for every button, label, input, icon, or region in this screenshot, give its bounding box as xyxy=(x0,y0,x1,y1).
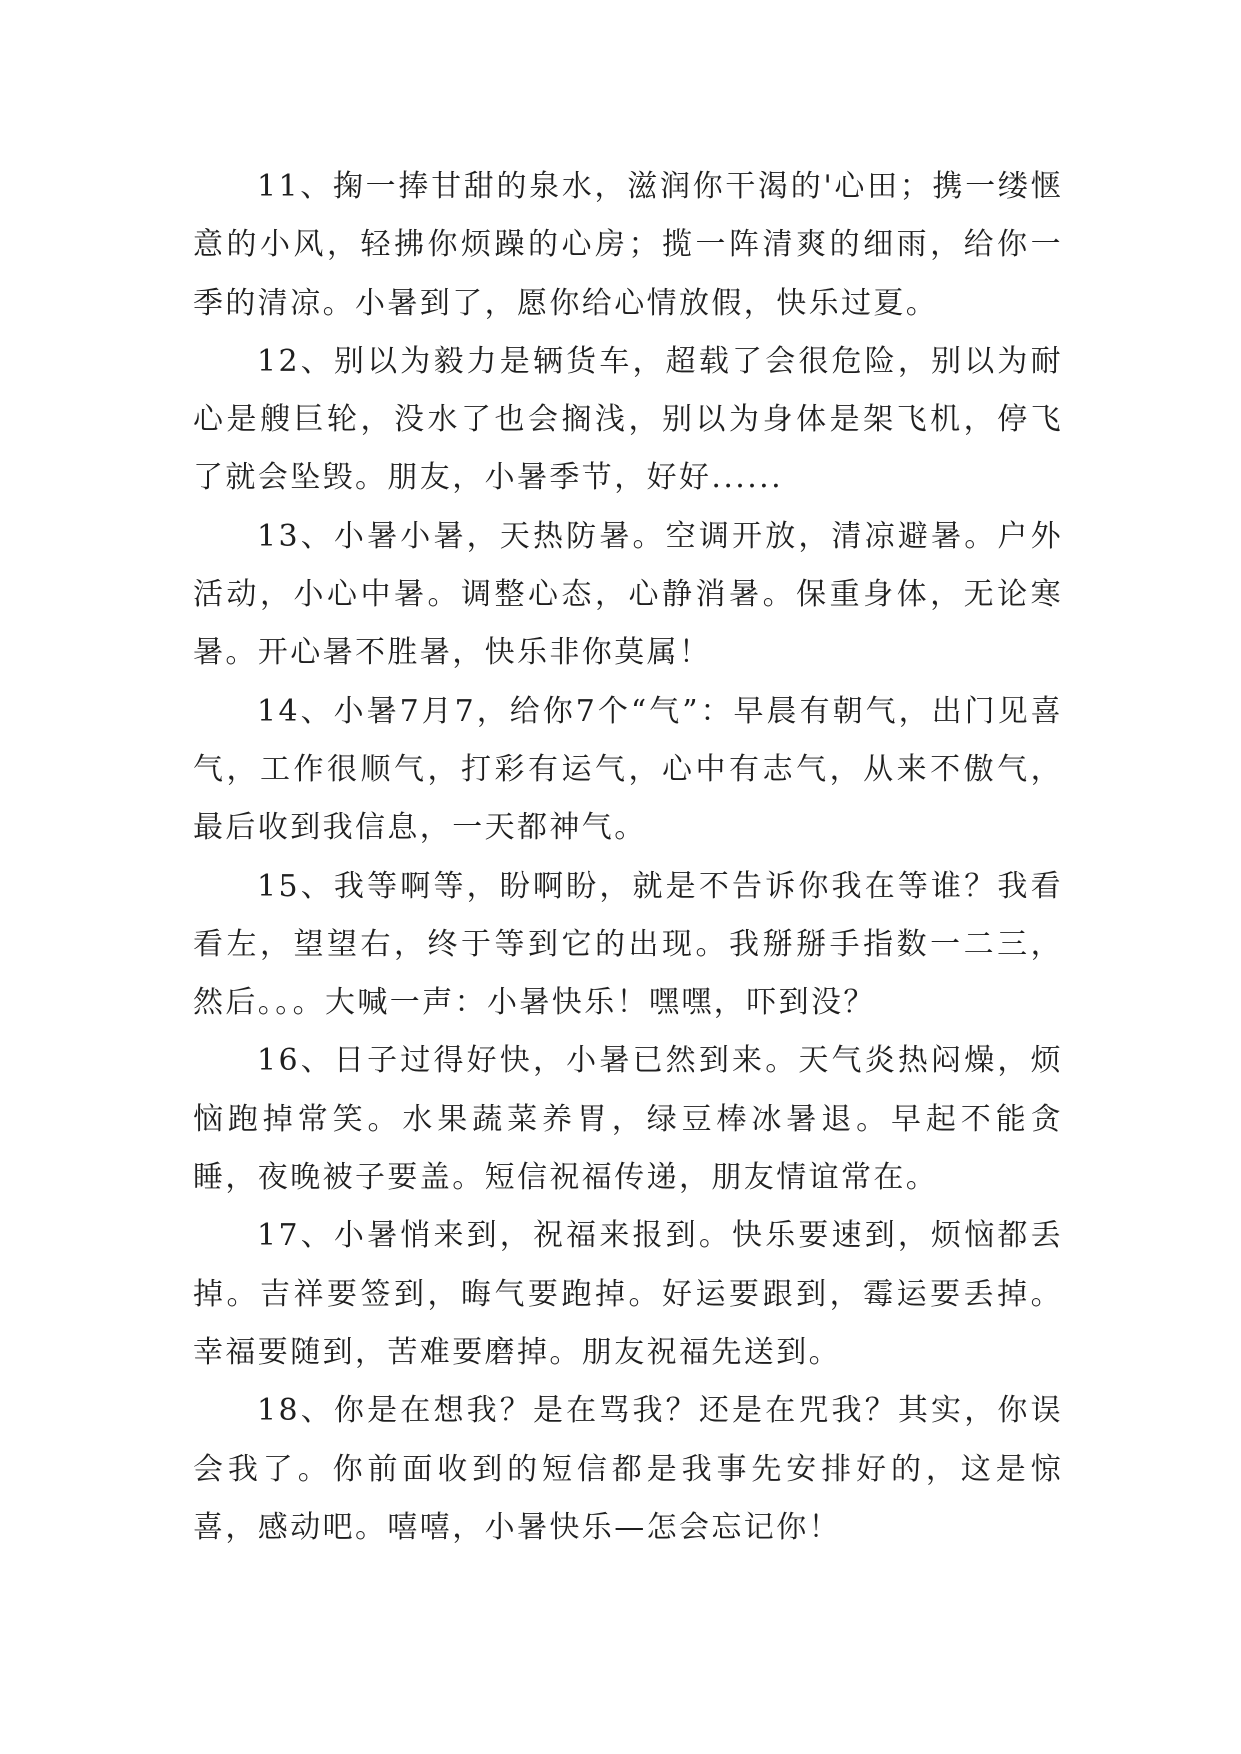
paragraph-11: 11、掬一捧甘甜的泉水，滋润你干渴的'心田；携一缕惬意的小风，轻拂你烦躁的心房；揽一阵清爽的细雨，给你一季的清凉。小暑到了，愿你给心情放假，快乐过夏。 xyxy=(193,169,1063,321)
paragraph-18: 18、你是在想我？是在骂我？还是在咒我？其实，你误会我了。你前面收到的短信都是我事先安排好的，这是惊喜，感动吧。嘻嘻，小暑快乐—怎会忘记你！ xyxy=(193,1393,1063,1545)
paragraph-15: 15、我等啊等，盼啊盼，就是不告诉你我在等谁？我看看左，望望右，终于等到它的出现。我掰掰手指数一二三，然后。。。大喊一声：小暑快乐！嘿嘿，吓到没？ xyxy=(193,868,1063,1021)
paragraph-13: 13、小暑小暑，天热防暑。空调开放，清凉避暑。户外活动，小心中暑。调整心态，心静消暑。保重身体，无论寒暑。开心暑不胜暑，快乐非你莫属！ xyxy=(193,518,1063,671)
paragraph-12: 12、别以为毅力是辆货车，超载了会很危险，别以为耐心是艘巨轮，没水了也会搁浅，别以为身体是架飞机，停飞了就会坠毁。朋友，小暑季节，好好...... xyxy=(193,343,1063,496)
document-body xyxy=(193,158,1063,1557)
paragraph-16: 16、日子过得好快，小暑已然到来。天气炎热闷燥，烦恼跑掉常笑。水果蔬菜养胃，绿豆棒冰暑退。早起不能贪睡，夜晚被子要盖。短信祝福传递，朋友情谊常在。 xyxy=(193,1043,1063,1196)
paragraph-17: 17、小暑悄来到，祝福来报到。快乐要速到，烦恼都丢掉。吉祥要签到，晦气要跑掉。好运要跟到，霉运要丢掉。幸福要随到，苦难要磨掉。朋友祝福先送到。 xyxy=(193,1218,1063,1370)
paragraph-14: 14、小暑7月7，给你7个“气”：早晨有朝气，出门见喜气，工作很顺气，打彩有运气，心中有志气，从来不傲气，最后收到我信息，一天都神气。 xyxy=(193,693,1063,846)
